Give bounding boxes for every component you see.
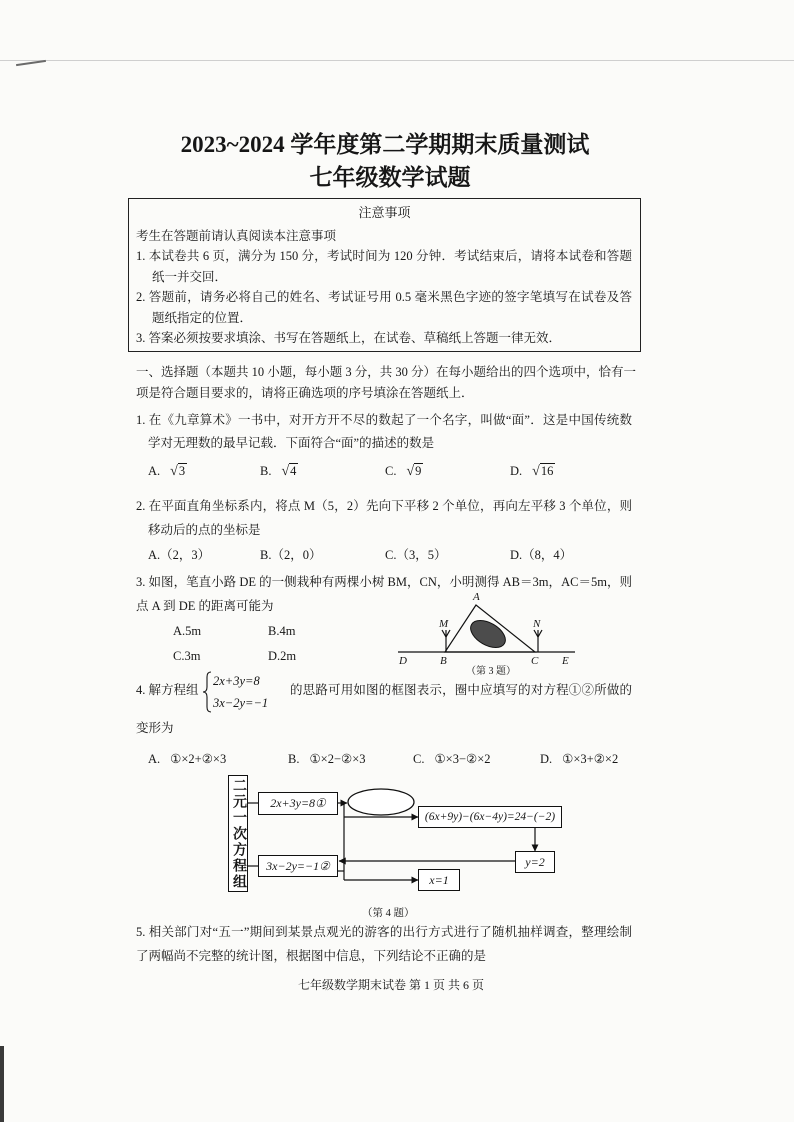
notice-item-3-line-1: 3. 答案必须按要求填涂、书写在答题纸上，在试卷、草稿纸上答题一律无效． xyxy=(136,331,562,345)
exam-subtitle: 七年级数学试题 xyxy=(309,165,471,190)
point-label-n: N xyxy=(533,618,541,630)
option-label: A. xyxy=(148,548,161,562)
option-text: （2，3） xyxy=(160,548,211,562)
equation-2-box: 3x−2y=−1② xyxy=(258,855,338,877)
question-4-lead: 4. 解方程组 xyxy=(136,683,199,697)
question-2-option-b xyxy=(260,546,321,564)
question-1-option-b xyxy=(260,462,298,481)
question-3-option-c xyxy=(173,647,200,665)
radical-sign: √ xyxy=(170,464,178,479)
equation-1-box: 2x+3y=8① xyxy=(258,792,338,815)
question-5-line-2: 了两幅尚不完整的统计图，根据图中信息，下列结论不正确的是 xyxy=(136,949,487,963)
question-1-line-2: 学对无理数的最早记载．下面符合“面”的描述的数是 xyxy=(148,436,435,450)
point-label-c: C xyxy=(531,655,539,667)
notice-item-2-line-2: 题纸指定的位置． xyxy=(152,311,253,325)
notice-item-1-line-1: 1. 本试卷共 6 页，满分为 150 分，考试时间为 120 分钟．考试结束后，请将本试卷和答题 xyxy=(136,249,632,263)
option-text: 4m xyxy=(279,624,296,638)
system-equation-1: 2x+3y=8 xyxy=(213,674,260,688)
notice-item-2-line-1: 2. 答题前，请务必将自己的姓名、考试证号用 0.5 毫米黑色字迹的签字笔填写在试卷及答 xyxy=(136,290,632,304)
option-label: C. xyxy=(413,752,425,766)
option-text: ①×3+②×2 xyxy=(562,752,619,766)
section-header-line-1: 一、选择题（本题共 10 小题，每小题 3 分，共 30 分）在每小题给出的四个选项中，恰有一 xyxy=(136,365,637,379)
tree-bm xyxy=(442,630,450,652)
question-1-option-d xyxy=(510,462,555,481)
option-label: D. xyxy=(540,752,553,766)
point-label-m: M xyxy=(439,618,449,630)
question-1-option-a xyxy=(148,462,187,481)
question-4-line-2: 变形为 xyxy=(136,721,174,735)
y-result-box: y=2 xyxy=(515,851,555,873)
option-text: 3m xyxy=(184,649,201,663)
option-label: B. xyxy=(260,548,272,562)
question-2-option-d xyxy=(510,546,572,564)
point-label-b: B xyxy=(440,655,447,667)
notice-box xyxy=(128,198,641,352)
question-4-option-c xyxy=(413,750,491,768)
option-text: 2m xyxy=(280,649,297,663)
blank-ellipse xyxy=(348,789,414,815)
question-1-line-1: 1. 在《九章算术》一书中，对开方开不尽的数起了一个名字，叫做“面”．这是中国传统数 xyxy=(136,413,632,427)
radicand: 16 xyxy=(540,464,554,478)
option-label: B. xyxy=(260,464,272,478)
option-text: ①×3−②×2 xyxy=(434,752,491,766)
option-label: C. xyxy=(173,649,185,663)
figure-4-caption: （第 4 题） xyxy=(362,908,415,919)
option-label: A. xyxy=(173,624,186,638)
option-label: A. xyxy=(148,464,161,478)
question-5-line-1: 5. 相关部门对“五一”期间到某景点观光的游客的出行方式进行了随机抽样调查，整理绘制 xyxy=(136,925,632,939)
option-label: C. xyxy=(385,464,397,478)
scan-artifact-line xyxy=(0,60,794,61)
question-3-option-a xyxy=(173,622,201,640)
question-3-line-1: 3. 如图，笔直小路 DE 的一侧栽种有两棵小树 BM，CN，小明测得 AB＝3m，AC＝5m，则 xyxy=(136,575,632,589)
figure-3 xyxy=(395,585,580,680)
option-text: （2，0） xyxy=(271,548,322,562)
question-2-option-c xyxy=(385,546,446,564)
figure-3-caption: （第 3 题） xyxy=(466,666,516,677)
obstacle-ellipse xyxy=(466,615,510,653)
option-label: C. xyxy=(385,548,397,562)
radical-sign: √ xyxy=(281,464,290,479)
question-4-option-b xyxy=(288,750,366,768)
exam-title: 2023~2024 学年度第二学期期末质量测试 xyxy=(180,132,590,157)
section-header-line-2: 项是符合题目要求的，请将正确选项的序号填涂在答题纸上． xyxy=(136,386,474,400)
figure-4-connectors xyxy=(225,772,570,897)
option-text: ①×2+②×3 xyxy=(170,752,227,766)
option-text: （3，5） xyxy=(396,548,447,562)
point-label-a: A xyxy=(473,591,480,603)
option-text: ①×2−②×3 xyxy=(309,752,366,766)
question-3-option-d xyxy=(268,647,296,665)
notice-item-1-line-2: 纸一并交回． xyxy=(152,270,228,284)
notice-heading: 注意事项 xyxy=(358,205,411,220)
question-3-option-b xyxy=(268,622,295,640)
point-label-e: E xyxy=(562,655,569,667)
question-3-line-2: 点 A 到 DE 的距离可能为 xyxy=(136,599,274,613)
page-footer: 七年级数学期末试卷 第 1 页 共 6 页 xyxy=(297,978,484,992)
radicand: 9 xyxy=(415,464,422,478)
option-label: D. xyxy=(510,464,523,478)
radical-sign: √ xyxy=(532,464,540,479)
system-equation-2: 3x−2y=−1 xyxy=(213,696,269,710)
question-4-option-a xyxy=(148,750,226,768)
figure-4 xyxy=(225,772,570,897)
option-text: （8，4） xyxy=(522,548,573,562)
scan-artifact-edge xyxy=(0,1046,4,1122)
question-2-option-a xyxy=(148,546,210,564)
option-label: B. xyxy=(288,752,300,766)
radicand: 4 xyxy=(290,464,297,478)
point-label-d: D xyxy=(399,655,407,667)
option-label: D. xyxy=(510,548,523,562)
tree-cn xyxy=(534,630,542,652)
radicand: 3 xyxy=(178,464,186,478)
question-2-line-2: 移动后的点的坐标是 xyxy=(148,523,261,537)
notice-intro: 考生在答题前请认真阅读本注意事项 xyxy=(136,229,337,243)
system-brace xyxy=(202,671,212,713)
system-label-box: 二元一次方程组 xyxy=(228,775,248,892)
question-4-line-1-rest: 的思路可用如图的框图表示，圈中应填写的对方程①②所做的 xyxy=(290,683,632,697)
radical-sign: √ xyxy=(406,464,415,479)
option-label: D. xyxy=(268,649,281,663)
option-label: B. xyxy=(268,624,280,638)
question-4-option-d xyxy=(540,750,618,768)
question-2-line-1: 2. 在平面直角坐标系内，将点 M（5，2）先向下平移 2 个单位，再向左平移 3 个单位，则 xyxy=(136,499,632,513)
combined-equation-box: (6x+9y)−(6x−4y)=24−(−2) xyxy=(418,806,562,828)
x-result-box: x=1 xyxy=(418,869,460,891)
question-1-option-c xyxy=(385,462,423,481)
option-label: A. xyxy=(148,752,161,766)
option-text: 5m xyxy=(185,624,202,638)
